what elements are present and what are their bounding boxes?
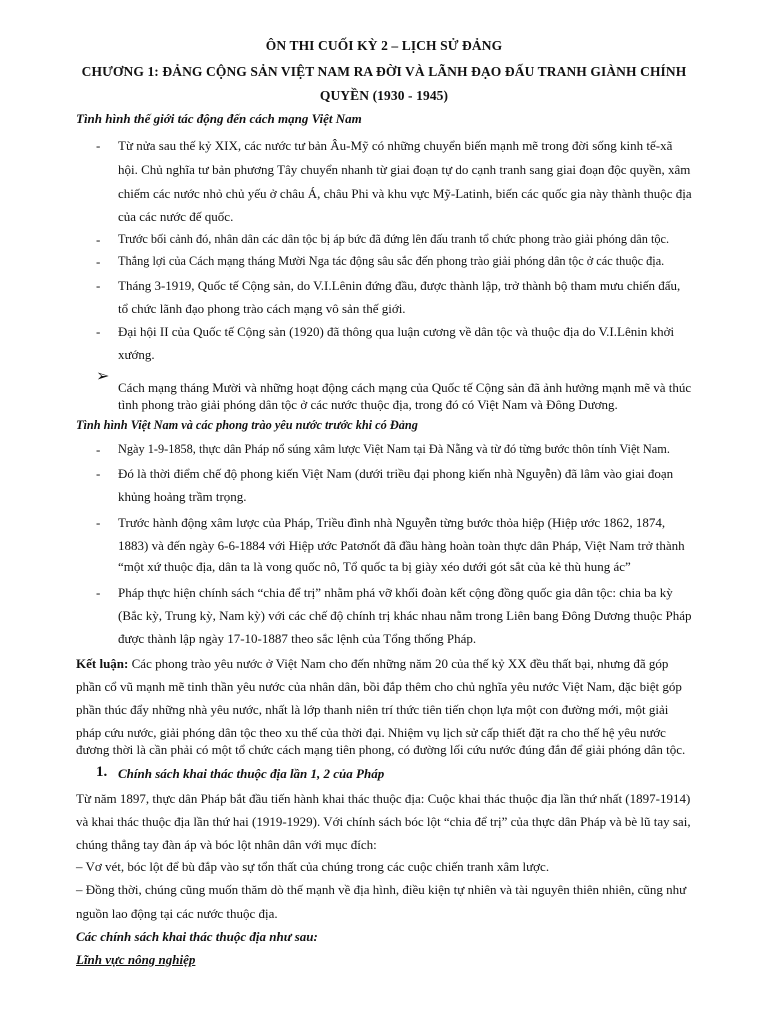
paragraph-line: và khai thác thuộc địa lần thứ hai (1919-1929). Với chính sách bóc lột “chia để trị” của thực dân Pháp và bè lũ tay sai, bbox=[76, 814, 691, 829]
arrow-bullet-icon: ➢ bbox=[96, 368, 110, 385]
document-title: ÔN THI CUỐI KỲ 2 – LỊCH SỬ ĐẢNG bbox=[265, 38, 503, 53]
section-heading-world: Tình hình thế giới tác động đến cách mạng Việt Nam bbox=[76, 111, 362, 126]
paragraph-line: Ngày 1-9-1858, thực dân Pháp nổ súng xâm lược Việt Nam tại Đà Nẵng và từ đó từng bước thôn tính Việt Nam. bbox=[118, 442, 670, 456]
conclusion-label: Kết luận: bbox=[76, 656, 129, 671]
section-number: 1. bbox=[96, 764, 108, 780]
bullet-dash: - bbox=[96, 466, 101, 481]
section-heading-vietnam: Tình hình Việt Nam và các phong trào yêu nước trước khi có Đảng bbox=[76, 418, 418, 432]
bullet-dash: - bbox=[96, 232, 101, 247]
paragraph-line: Pháp thực hiện chính sách “chia để trị” nhằm phá vỡ khối đoàn kết cộng đồng quốc gia dân tộc: chia ba kỳ bbox=[118, 585, 673, 600]
paragraph-line: phần cổ vũ mạnh mẽ tinh thần yêu nước của nhân dân, bồi đắp thêm cho chủ nghĩa yêu nước Việt Nam, đặc biệt góp bbox=[76, 679, 682, 694]
chapter-title-line1: CHƯƠNG 1: ĐẢNG CỘNG SẢN VIỆT NAM RA ĐỜI VÀ LÃNH ĐẠO ĐẤU TRANH GIÀNH CHÍNH bbox=[81, 64, 687, 79]
paragraph-line: phần thúc đẩy những nhà yêu nước, nhất là lớp thanh niên trí thức tiên tiến chọn lựa một con đường mới, một giải bbox=[76, 702, 669, 717]
paragraph-line: xướng. bbox=[118, 347, 155, 362]
paragraph-line: chúng thẳng tay đàn áp và bóc lột nhân dân với mục đích: bbox=[76, 837, 377, 852]
paragraph-line: Đó là thời điểm chế độ phong kiến Việt Nam (dưới triều đại phong kiến nhà Nguyễn) đã lâm vào giai đoạn bbox=[118, 466, 674, 481]
paragraph-line: Từ năm 1897, thực dân Pháp bắt đầu tiến hành khai thác thuộc địa: Cuộc khai thác thuộc địa lần thứ nhất (1897-1914) bbox=[76, 791, 691, 806]
paragraph-line: Tháng 3-1919, Quốc tế Cộng sản, do V.I.Lênin đứng đầu, được thành lập, trở thành bộ tham mưu chiến đấu, bbox=[118, 278, 681, 293]
paragraph-line: Cách mạng tháng Mười và những hoạt động cách mạng của Quốc tế Cộng sản đã ảnh hưởng mạnh mẽ và thúc bbox=[118, 380, 692, 395]
paragraph-line: hội. Chủ nghĩa tư bản phương Tây chuyển nhanh từ giai đoạn tự do cạnh tranh sang giai đoạn độc quyền, xâm bbox=[118, 162, 691, 177]
section-heading-exploitation: Chính sách khai thác thuộc địa lần 1, 2 của Pháp bbox=[118, 766, 385, 781]
paragraph-line: (Bắc kỳ, Trung kỳ, Nam kỳ) với các chế độ chính trị khác nhau nằm trong Liên bang Đông Dương thuộc Pháp bbox=[118, 608, 692, 623]
paragraph-line: “một xứ thuộc địa, dân ta là vong quốc nô, Tổ quốc ta bị giày xéo dưới gót sắt của kẻ thù hung ác” bbox=[118, 559, 631, 574]
paragraph-line: tình phong trào giải phóng dân tộc ở các nước thuộc địa, trong đó có Việt Nam và Đông Dương. bbox=[118, 397, 618, 412]
paragraph-line: pháp cứu nước, giải phóng dân tộc theo xu thế của thời đại. Nhiệm vụ lịch sử cấp thiết đặt ra cho thế hệ yêu nước bbox=[76, 725, 666, 740]
chapter-title-line2: QUYỀN (1930 - 1945) bbox=[319, 88, 449, 103]
paragraph-line: khủng hoảng trầm trọng. bbox=[118, 489, 247, 504]
conclusion-first-line bbox=[76, 656, 668, 672]
bullet-dash: - bbox=[96, 138, 101, 153]
paragraph-line: Từ nửa sau thế kỷ XIX, các nước tư bản Âu-Mỹ có những chuyển biến mạnh mẽ trong đời sống kinh tế-xã bbox=[118, 138, 673, 153]
paragraph-line: – Vơ vét, bóc lột để bù đắp vào sự tổn thất của chúng trong các cuộc chiến tranh xâm lược. bbox=[76, 859, 550, 874]
paragraph-line: của các nước đế quốc. bbox=[118, 209, 234, 224]
bullet-dash: - bbox=[96, 254, 101, 269]
bullet-dash: - bbox=[96, 585, 101, 600]
conclusion-text: Các phong trào yêu nước ở Việt Nam cho đến những năm 20 của thế kỷ XX đều thất bại, nhưng đã góp bbox=[128, 656, 669, 671]
paragraph-line: được thành lập ngày 17-10-1887 theo sắc lệnh của Tổng thống Pháp. bbox=[118, 631, 477, 646]
paragraph-line: Đại hội II của Quốc tế Cộng sản (1920) đã thông qua luận cương về dân tộc và thuộc địa do V.I.Lênin khởi bbox=[118, 324, 675, 339]
bullet-dash: - bbox=[96, 324, 101, 339]
paragraph-line: chiếm các nước nhỏ chủ yếu ở châu Á, châu Phi và khu vực Mỹ-Latinh, biến các quốc gia này thành thuộc địa bbox=[118, 186, 692, 201]
paragraph-line: Trước hành động xâm lược của Pháp, Triều đình nhà Nguyễn từng bước thỏa hiệp (Hiệp ước 1862, 1874, bbox=[118, 515, 666, 530]
bullet-dash: - bbox=[96, 515, 101, 530]
policies-heading: Các chính sách khai thác thuộc địa như sau: bbox=[76, 929, 318, 944]
paragraph-line: tổ chức lãnh đạo phong trào cách mạng vô sản thế giới. bbox=[118, 301, 406, 316]
paragraph-line: đương thời là cần phải có một tổ chức cách mạng tiên phong, có đường lối cứu nước đúng đắn để giải phóng dân tộc. bbox=[76, 742, 686, 757]
paragraph-line: Trước bối cảnh đó, nhân dân các dân tộc bị áp bức đã đứng lên đấu tranh tổ chức phong trào giải phóng dân tộc. bbox=[118, 232, 670, 246]
paragraph-line: 1883) và đến ngày 6-6-1884 với Hiệp ước Patơnốt đã đầu hàng hoàn toàn thực dân Pháp, Việt Nam trở thành bbox=[118, 538, 685, 553]
paragraph-line: – Đồng thời, chúng cũng muốn thăm dò thế mạnh về địa hình, điều kiện tự nhiên và tài nguyên thiên nhiên, cũng như bbox=[76, 882, 687, 897]
bullet-dash: - bbox=[96, 442, 101, 457]
field-heading-agriculture: Lĩnh vực nông nghiệp bbox=[76, 952, 196, 967]
paragraph-line: nguồn lao động tại các nước thuộc địa. bbox=[76, 906, 278, 921]
paragraph-line: Thắng lợi của Cách mạng tháng Mười Nga tác động sâu sắc đến phong trào giải phóng dân tộc ở các thuộc địa. bbox=[118, 254, 665, 268]
bullet-dash: - bbox=[96, 278, 101, 293]
